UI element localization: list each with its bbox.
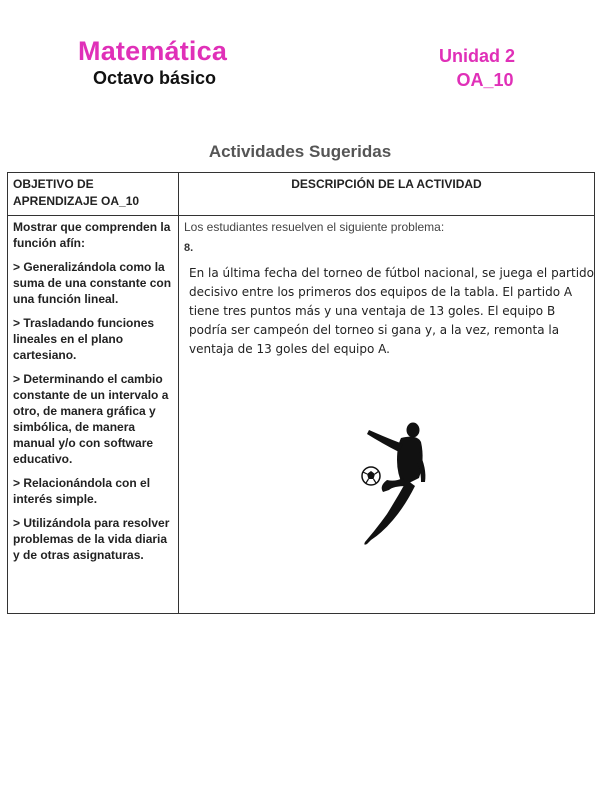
objective-item: > Relacionándola con el interés simple. <box>13 476 151 506</box>
objective-header: OBJETIVO DE APRENDIZAJE OA_10 <box>8 173 179 216</box>
objective-item: Mostrar que comprenden la función afín: <box>13 220 171 250</box>
subject-title: Matemática <box>78 36 228 66</box>
objective-item: > Utilizándola para resolver problemas de la vida diaria y de otras asignaturas. <box>13 516 170 562</box>
description-header: DESCRIPCIÓN DE LA ACTIVIDAD <box>179 173 595 216</box>
activity-intro: Los estudiantes resuelven el siguiente problema: <box>184 220 445 234</box>
description-cell <box>179 216 595 614</box>
unit-label: Unidad 2 <box>438 46 515 66</box>
section-title: Actividades Sugeridas <box>208 142 392 161</box>
soccer-player-silhouette-icon <box>357 416 437 556</box>
activities-table <box>7 172 595 614</box>
objective-item: > Generalizándola como la suma de una constante con una función lineal. <box>13 260 172 306</box>
objective-item: > Determinando el cambio constante de un intervalo a otro, de manera gráfica y simbólica, de manera manual y/o con software educativo. <box>13 372 169 466</box>
table-row <box>8 216 595 614</box>
table-header-row <box>8 173 595 216</box>
objective-code: OA_10 <box>456 70 514 90</box>
objectives-cell <box>8 216 179 614</box>
header-left <box>78 36 227 90</box>
header-right <box>432 44 522 92</box>
grade-label: Octavo básico <box>93 68 217 88</box>
problem-number: 8. <box>184 242 194 254</box>
objective-item: > Trasladando funciones lineales en el plano cartesiano. <box>13 316 155 362</box>
problem-text: En la última fecha del torneo de fútbol nacional, se juega el partido decisivo entre los primeros dos equipos de la tabla. El partido A tiene tres puntos más y una ventaja de 13 goles. El equipo B podría ser campeón del torneo si gana y, a la vez, remonta la ventaja de 13 goles del equipo A. <box>189 266 594 356</box>
